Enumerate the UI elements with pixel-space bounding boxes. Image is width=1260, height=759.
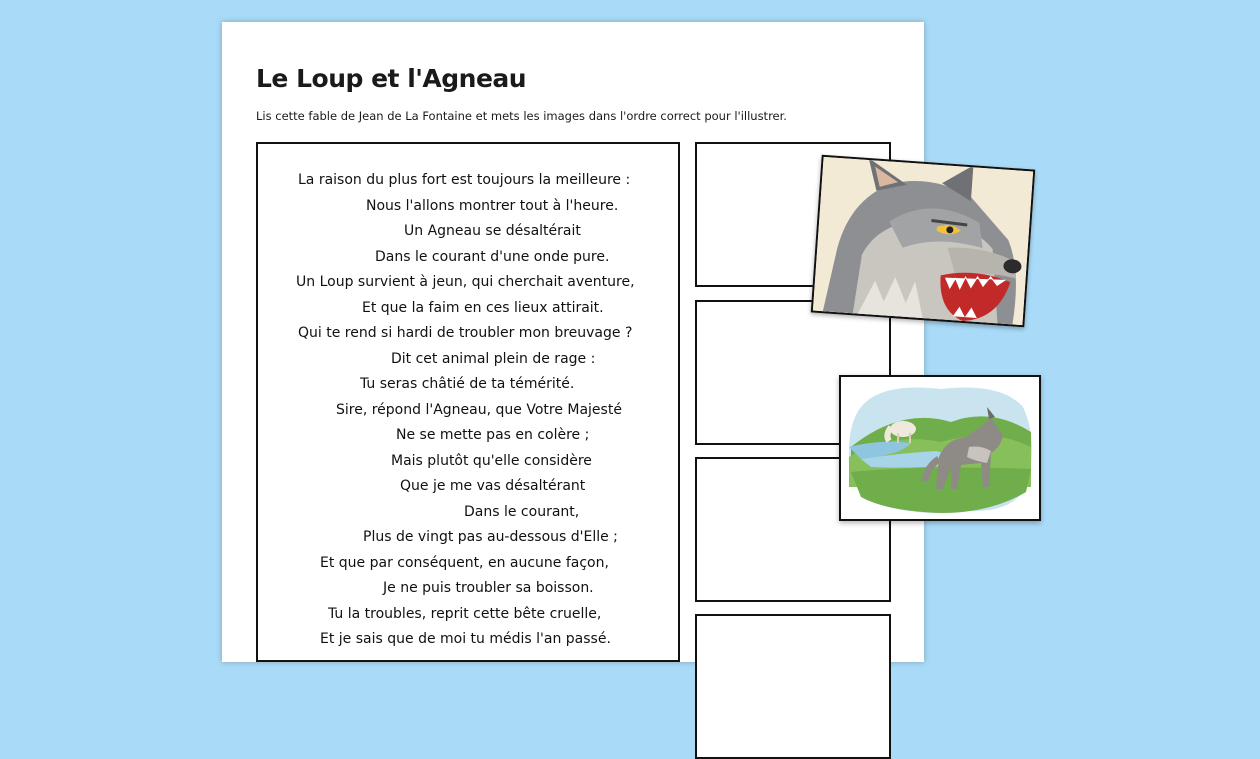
poem-line: Un Loup survient à jeun, qui cherchait aventure, xyxy=(296,274,635,290)
poem-line: Dans le courant, xyxy=(464,503,580,520)
poem-box xyxy=(256,142,680,662)
poem-line: Sire, répond l'Agneau, que Votre Majesté xyxy=(336,401,622,418)
poem-line: Que je me vas désaltérant xyxy=(400,478,586,494)
poem-line: Dans le courant d'une onde pure. xyxy=(375,248,610,265)
poem-text xyxy=(258,168,682,653)
wolf-head-card[interactable] xyxy=(811,155,1036,328)
wolf-and-lamb-card[interactable] xyxy=(839,375,1041,521)
poem-line: Qui te rend si hardi de troubler mon breuvage ? xyxy=(298,325,633,341)
poem-line: La raison du plus fort est toujours la meilleure : xyxy=(298,172,631,188)
picture-frame-4[interactable] xyxy=(695,614,891,759)
poem-line: Je ne puis troubler sa boisson. xyxy=(383,580,594,596)
worksheet-instructions: Lis cette fable de Jean de La Fontaine et mets les images dans l'ordre correct pour l'illustrer. xyxy=(256,109,787,123)
angry-wolf-head-icon xyxy=(813,157,1033,325)
poem-line: Mais plutôt qu'elle considère xyxy=(391,452,592,469)
poem-line: Et je sais que de moi tu médis l'an passé. xyxy=(320,631,611,647)
poem-line: Et que par conséquent, en aucune façon, xyxy=(320,554,609,571)
worksheet xyxy=(222,22,924,662)
poem-line: Un Agneau se désaltérait xyxy=(404,223,581,239)
worksheet-title: Le Loup et l'Agneau xyxy=(256,64,527,93)
wolf-and-lamb-at-stream-icon xyxy=(841,377,1039,519)
poem-line: Nous l'allons montrer tout à l'heure. xyxy=(366,197,619,214)
poem-line: Tu seras châtié de ta témérité. xyxy=(360,376,575,392)
poem-line: Dit cet animal plein de rage : xyxy=(391,350,596,367)
poem-line: Ne se mette pas en colère ; xyxy=(396,427,590,443)
poem-line: Et que la faim en ces lieux attirait. xyxy=(362,299,604,316)
poem-line: Plus de vingt pas au-dessous d'Elle ; xyxy=(363,529,618,545)
poem-line: Tu la troubles, reprit cette bête cruelle, xyxy=(328,605,602,622)
